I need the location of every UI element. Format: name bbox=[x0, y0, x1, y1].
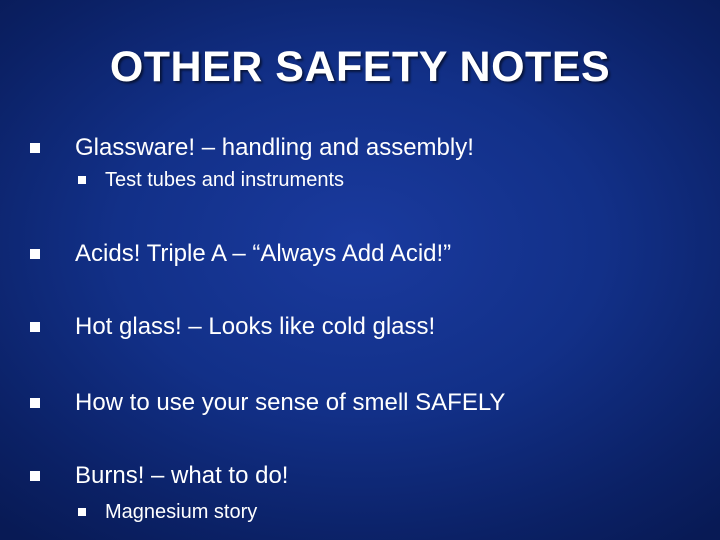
square-bullet-icon bbox=[78, 508, 86, 516]
square-bullet-icon bbox=[78, 176, 86, 184]
square-bullet-icon bbox=[30, 398, 40, 408]
square-bullet-icon bbox=[30, 249, 40, 259]
sub-bullet-item bbox=[78, 167, 344, 193]
bullet-text: Acids! Triple A – “Always Add Acid!” bbox=[75, 240, 452, 267]
sub-bullet-text: Test tubes and instruments bbox=[105, 169, 345, 191]
bullet-text: Hot glass! – Looks like cold glass! bbox=[75, 313, 436, 340]
bullet-item bbox=[30, 133, 474, 163]
slide-title: OTHER SAFETY NOTES bbox=[109, 43, 611, 91]
sub-bullet-text: Magnesium story bbox=[105, 501, 258, 523]
bullet-text: Burns! – what to do! bbox=[75, 462, 289, 489]
square-bullet-icon bbox=[30, 471, 40, 481]
square-bullet-icon bbox=[30, 143, 40, 153]
bullet-text: How to use your sense of smell SAFELY bbox=[75, 389, 506, 416]
square-bullet-icon bbox=[30, 322, 40, 332]
bullet-item bbox=[30, 312, 435, 342]
bullet-item bbox=[30, 461, 288, 491]
bullet-item bbox=[30, 239, 451, 269]
bullet-item bbox=[30, 388, 505, 418]
bullet-text: Glassware! – handling and assembly! bbox=[75, 134, 474, 161]
sub-bullet-item bbox=[78, 499, 257, 525]
